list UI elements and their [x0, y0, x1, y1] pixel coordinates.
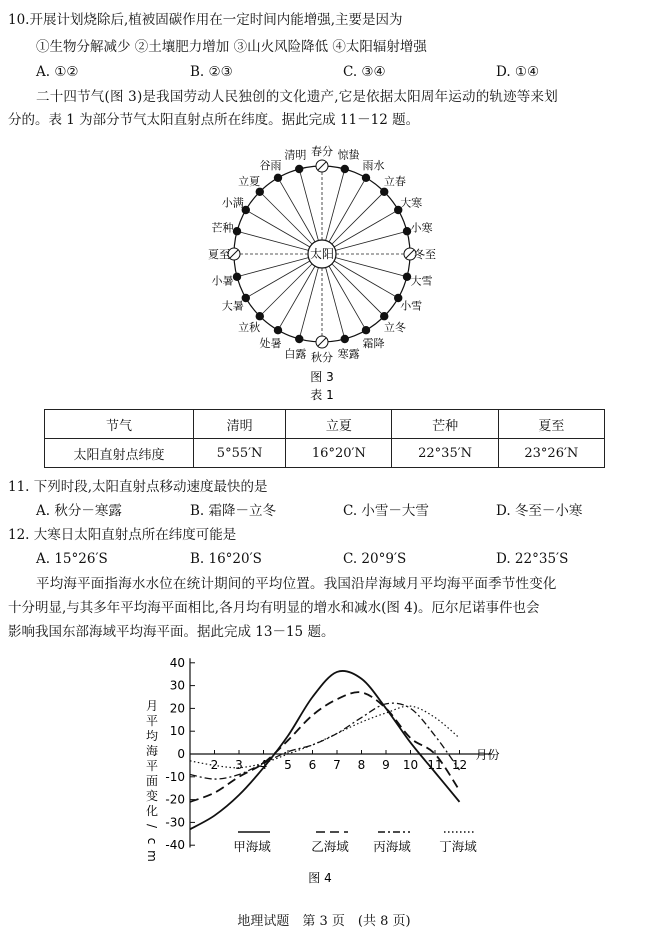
intro1-line1: 二十四节气(图 3)是我国劳动人民独创的文化遗产,它是依据太阳周年运动的轨迹等来划 — [36, 89, 558, 105]
table-cell: 16°20′N — [286, 439, 392, 468]
q12-option-b[interactable]: B. 16°20′S — [190, 551, 262, 567]
term-label: 清明 — [284, 148, 307, 162]
table1-caption: 表 1 — [310, 388, 334, 402]
q12-stem: 12. 大寒日太阳直射点所在纬度可能是 — [8, 527, 237, 543]
term-label: 白露 — [284, 347, 307, 361]
term-label: 小寒 — [410, 221, 433, 235]
y-tick-label: 10 — [169, 724, 185, 739]
table-cell: 立夏 — [286, 410, 392, 439]
term-label: 大暑 — [221, 299, 244, 313]
q10-items: ①生物分解减少 ②土壤肥力增加 ③山火风险降低 ④太阳辐射增强 — [36, 39, 427, 55]
q10-option-c[interactable]: C. ③④ — [343, 64, 386, 80]
y-axis-label-char: 平 — [145, 714, 159, 728]
x-tick-label: 8 — [357, 758, 366, 772]
intro2-line1: 平均海平面指海水水位在统计期间的平均位置。我国沿岸海域月平均海平面季节性变化 — [36, 576, 557, 592]
fig4-plot — [145, 656, 500, 885]
table-cell: 太阳直射点纬度 — [45, 439, 194, 468]
q11-option-a[interactable]: A. 秋分－寒露 — [36, 503, 122, 519]
y-axis-label-char: 化 — [145, 804, 159, 818]
term-label: 大寒 — [400, 196, 423, 210]
x-tick-label: 6 — [308, 758, 317, 772]
y-tick-label: 40 — [169, 655, 185, 670]
y-tick-label: -40 — [165, 838, 185, 853]
y-axis-label-char: 海 — [145, 744, 159, 758]
term-label: 芒种 — [211, 221, 234, 235]
y-axis-label-char: 均 — [145, 729, 159, 743]
x-axis-label: 月份 — [475, 748, 500, 762]
y-axis-label-char: / — [145, 823, 159, 829]
y-axis-label-char: c — [145, 837, 159, 845]
intro1-line2: 分的。表 1 为部分节气太阳直射点所在纬度。据此完成 11－12 题。 — [8, 112, 420, 128]
q10-option-d[interactable]: D. ①④ — [496, 64, 540, 80]
fig3-center-label: 太阳 — [309, 247, 335, 261]
y-tick-label: -10 — [165, 769, 185, 784]
y-axis-label-char: 月 — [145, 699, 159, 713]
q11-option-c[interactable]: C. 小雪－大雪 — [343, 503, 429, 519]
term-label: 立夏 — [238, 175, 261, 189]
x-tick-label: 5 — [284, 758, 292, 772]
y-axis-label-char: 变 — [145, 789, 159, 803]
intro2-line3: 影响我国东部海域平均海平面。据此完成 13－15 题。 — [8, 624, 335, 640]
term-label: 霜降 — [362, 337, 385, 351]
term-label: 处暑 — [259, 337, 282, 351]
term-label: 惊蛰 — [337, 148, 360, 162]
q12-option-a[interactable]: A. 15°26′S — [36, 551, 108, 567]
term-label: 冬至 — [414, 248, 436, 261]
fig4-caption: 图 4 — [308, 871, 332, 885]
term-label: 谷雨 — [259, 158, 282, 172]
q11-option-d[interactable]: D. 冬至－小寒 — [496, 503, 583, 519]
x-tick-label: 12 — [451, 758, 468, 772]
term-label: 大雪 — [410, 274, 433, 288]
series-line-2 — [190, 692, 460, 802]
x-tick-label: 4 — [259, 758, 268, 772]
q12-option-c[interactable]: C. 20°9′S — [343, 551, 407, 567]
term-label: 立冬 — [383, 320, 406, 334]
legend-label: 丁海域 — [439, 839, 477, 854]
legend-label: 乙海域 — [311, 839, 349, 854]
legend-label: 丙海域 — [373, 839, 411, 854]
table-cell: 5°55′N — [194, 439, 286, 468]
term-label: 立春 — [383, 175, 406, 189]
term-label: 小暑 — [211, 274, 234, 288]
table-cell: 芒种 — [392, 410, 498, 439]
x-tick-label: 3 — [235, 758, 243, 772]
term-label: 春分 — [311, 145, 333, 158]
y-axis-label-char: 平 — [145, 759, 159, 773]
term-label: 夏至 — [208, 248, 230, 261]
table-cell: 23°26′N — [498, 439, 604, 468]
term-label: 雨水 — [362, 158, 385, 172]
x-tick-label: 2 — [210, 758, 219, 772]
table-cell: 节气 — [45, 410, 194, 439]
q10-stem: 10.开展计划烧除后,植被固碳作用在一定时间内能增强,主要是因为 — [8, 12, 403, 28]
term-label: 秋分 — [311, 351, 333, 364]
x-tick-label: 7 — [333, 758, 341, 772]
page-footer: 地理试题 第 3 页 (共 8 页) — [237, 914, 411, 929]
series-line-1 — [190, 671, 460, 829]
fig3-caption: 图 3 — [310, 370, 334, 384]
q10-option-b[interactable]: B. ②③ — [190, 64, 233, 80]
table-cell: 22°35′N — [392, 439, 498, 468]
q12-option-d[interactable]: D. 22°35′S — [496, 551, 569, 567]
y-tick-label: 20 — [169, 701, 185, 716]
term-label: 寒露 — [337, 347, 360, 361]
intro2-line2: 十分明显,与其多年平均海平面相比,各月均有明显的增水和减水(图 4)。厄尔尼诺事件也会 — [8, 600, 540, 616]
q10-option-a[interactable]: A. ①② — [36, 64, 79, 80]
y-tick-label: -20 — [165, 792, 185, 807]
y-axis-label-char: m — [145, 850, 159, 862]
q11-option-b[interactable]: B. 霜降－立冬 — [190, 503, 277, 519]
y-tick-label: 0 — [177, 747, 185, 761]
q11-stem: 11. 下列时段,太阳直射点移动速度最快的是 — [8, 479, 268, 495]
table-cell: 清明 — [194, 410, 286, 439]
legend-label: 甲海域 — [233, 839, 271, 854]
x-tick-label: 10 — [402, 758, 419, 772]
table-cell: 夏至 — [498, 410, 604, 439]
y-tick-label: -30 — [165, 815, 185, 830]
x-tick-label: 9 — [382, 758, 390, 772]
y-axis-label-char: 面 — [145, 774, 159, 788]
term-label: 小满 — [221, 196, 244, 210]
x-tick-label: 11 — [427, 758, 443, 772]
term-label: 小雪 — [400, 299, 423, 313]
y-tick-label: 30 — [169, 678, 185, 693]
term-label: 立秋 — [238, 320, 261, 334]
